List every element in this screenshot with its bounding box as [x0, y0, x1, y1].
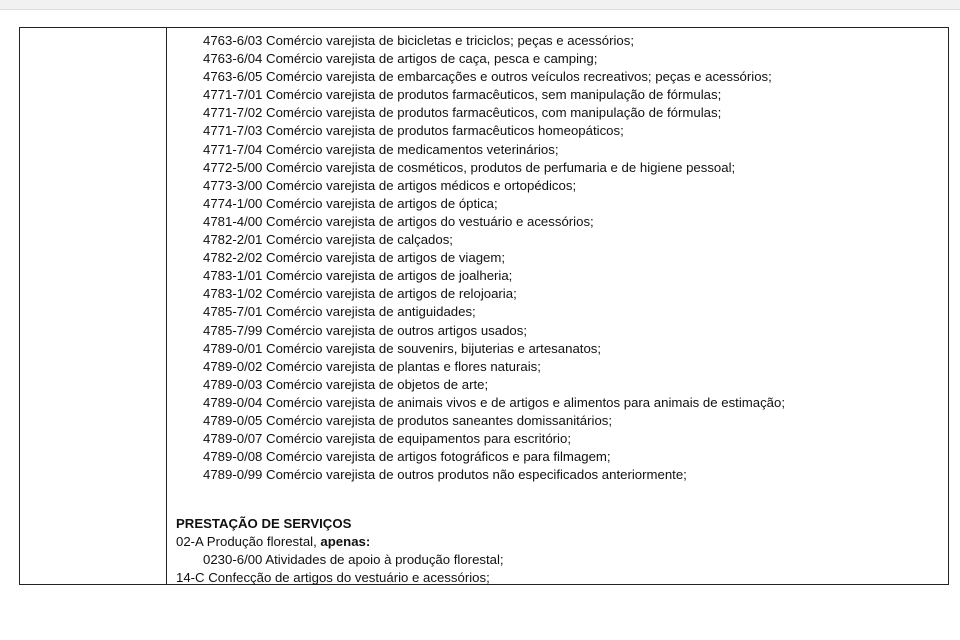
activity-item: 4783-1/01 Comércio varejista de artigos de joalheria; [203, 268, 513, 284]
activity-item: 4785-7/01 Comércio varejista de antiguidades; [203, 304, 476, 320]
activity-item: 4781-4/00 Comércio varejista de artigos do vestuário e acessórios; [203, 213, 594, 229]
activity-item: 4772-5/00 Comércio varejista de cosméticos, produtos de perfumaria e de higiene pessoal; [203, 159, 736, 175]
activity-item: 4789-0/02 Comércio varejista de plantas e flores naturais; [203, 358, 541, 374]
activity-item: 4789-0/99 Comércio varejista de outros produtos não especificados anteriormente; [203, 467, 687, 483]
activity-item: 4789-0/05 Comércio varejista de produtos saneantes domissanitários; [203, 412, 613, 428]
table-right-column [167, 28, 948, 584]
activity-item: 4785-7/99 Comércio varejista de outros artigos usados; [203, 322, 528, 338]
activity-item: 4771-7/02 Comércio varejista de produtos farmacêuticos, com manipulação de fórmulas; [203, 105, 722, 121]
activity-item: 4771-7/04 Comércio varejista de medicamentos veterinários; [203, 141, 559, 157]
activity-item: 4782-2/01 Comércio varejista de calçados; [203, 232, 453, 248]
activity-item: 4783-1/02 Comércio varejista de artigos de relojoaria; [203, 286, 517, 302]
group-02-item: 0230-6/00 Atividades de apoio à produção florestal; [203, 552, 504, 568]
activity-item: 4763-6/04 Comércio varejista de artigos de caça, pesca e camping; [203, 51, 598, 67]
activity-item: 4763-6/03 Comércio varejista de bicicletas e triciclos; peças e acessórios; [203, 33, 634, 48]
group-02-qualifier: apenas: [320, 534, 371, 550]
document-table [19, 27, 949, 585]
group-02-line [176, 533, 504, 551]
group-02-label: 02-A Produção florestal, [176, 534, 321, 550]
services-section [176, 515, 504, 587]
activity-item: 4782-2/02 Comércio varejista de artigos de viagem; [203, 250, 506, 266]
table-left-column [20, 28, 167, 584]
activity-list [203, 32, 785, 484]
activity-item: 4789-0/01 Comércio varejista de souvenirs, bijuterias e artesanatos; [203, 340, 602, 356]
activity-item: 4789-0/04 Comércio varejista de animais vivos e de artigos e alimentos para animais de estimação; [203, 394, 786, 410]
activity-item: 4774-1/00 Comércio varejista de artigos de óptica; [203, 195, 498, 211]
services-heading: PRESTAÇÃO DE SERVIÇOS [176, 516, 352, 531]
activity-item: 4771-7/01 Comércio varejista de produtos farmacêuticos, sem manipulação de fórmulas; [203, 87, 722, 103]
activity-item: 4789-0/08 Comércio varejista de artigos fotográficos e para filmagem; [203, 449, 611, 465]
activity-item: 4789-0/03 Comércio varejista de objetos de arte; [203, 376, 489, 392]
group-14-line: 14-C Confecção de artigos do vestuário e acessórios; [176, 570, 490, 586]
activity-item: 4763-6/05 Comércio varejista de embarcações e outros veículos recreativos; peças e acessórios; [203, 69, 772, 85]
activity-item: 4773-3/00 Comércio varejista de artigos médicos e ortopédicos; [203, 177, 577, 193]
activity-item: 4771-7/03 Comércio varejista de produtos farmacêuticos homeopáticos; [203, 123, 624, 139]
viewer-top-bar [0, 0, 960, 10]
activity-item: 4789-0/07 Comércio varejista de equipamentos para escritório; [203, 431, 571, 447]
